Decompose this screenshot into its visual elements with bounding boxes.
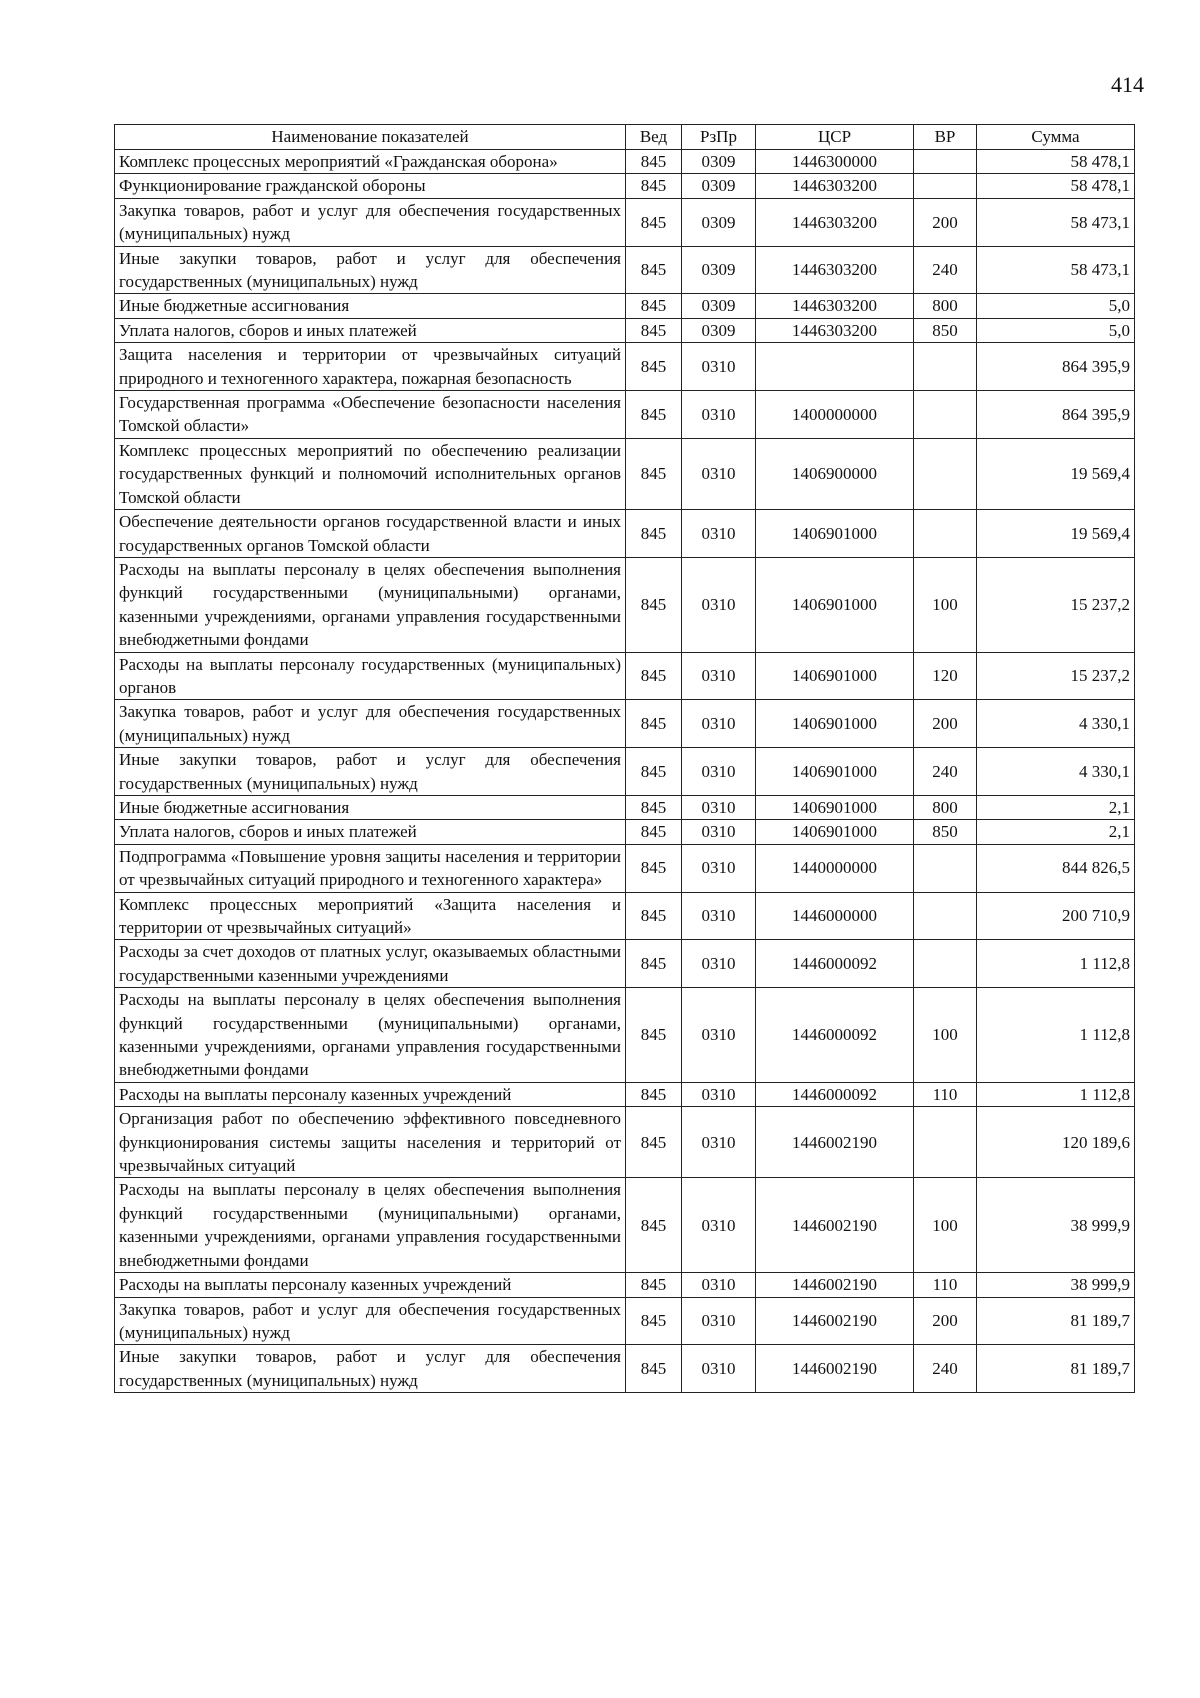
- cell-ved: 845: [626, 438, 682, 509]
- cell-sum: 5,0: [977, 318, 1135, 342]
- cell-rzpr: 0310: [682, 892, 756, 940]
- table-row: [115, 343, 1135, 391]
- cell-sum: 1 112,8: [977, 940, 1135, 988]
- table-row: [115, 700, 1135, 748]
- cell-rzpr: 0310: [682, 343, 756, 391]
- cell-csr: 1446303200: [756, 294, 914, 318]
- cell-ved: 845: [626, 246, 682, 294]
- cell-name: Комплекс процессных мероприятий «Гражданская оборона»: [115, 150, 626, 174]
- cell-csr: 1406901000: [756, 748, 914, 796]
- cell-sum: 19 569,4: [977, 510, 1135, 558]
- cell-csr: 1446303200: [756, 198, 914, 246]
- cell-csr: 1446000092: [756, 988, 914, 1083]
- cell-sum: 38 999,9: [977, 1273, 1135, 1297]
- cell-ved: 845: [626, 892, 682, 940]
- cell-name: Расходы за счет доходов от платных услуг, оказываемых областными государственными казенными учреждениями: [115, 940, 626, 988]
- cell-ved: 845: [626, 557, 682, 652]
- cell-sum: 58 478,1: [977, 174, 1135, 198]
- cell-csr: 1446002190: [756, 1273, 914, 1297]
- cell-vr: [914, 844, 977, 892]
- cell-csr: 1446303200: [756, 246, 914, 294]
- cell-csr: 1440000000: [756, 844, 914, 892]
- cell-csr: 1446002190: [756, 1107, 914, 1178]
- cell-rzpr: 0309: [682, 198, 756, 246]
- table-row: [115, 1178, 1135, 1273]
- cell-rzpr: 0310: [682, 795, 756, 819]
- table-row: [115, 1273, 1135, 1297]
- cell-vr: [914, 1107, 977, 1178]
- cell-vr: 850: [914, 318, 977, 342]
- cell-sum: 2,1: [977, 820, 1135, 844]
- cell-rzpr: 0310: [682, 1082, 756, 1106]
- cell-vr: 200: [914, 1297, 977, 1345]
- cell-ved: 845: [626, 391, 682, 439]
- cell-name: Организация работ по обеспечению эффективного повседневного функционирования системы защиты населения и территорий от чрезвычайных ситуаций: [115, 1107, 626, 1178]
- cell-vr: 110: [914, 1082, 977, 1106]
- cell-name: Закупка товаров, работ и услуг для обеспечения государственных (муниципальных) нужд: [115, 700, 626, 748]
- cell-ved: 845: [626, 1107, 682, 1178]
- cell-sum: 15 237,2: [977, 557, 1135, 652]
- cell-csr: 1446000092: [756, 1082, 914, 1106]
- cell-vr: 800: [914, 795, 977, 819]
- cell-rzpr: 0309: [682, 174, 756, 198]
- table-row: [115, 174, 1135, 198]
- cell-csr: 1446000092: [756, 940, 914, 988]
- table-body: [115, 150, 1135, 1393]
- cell-sum: 844 826,5: [977, 844, 1135, 892]
- cell-csr: [756, 343, 914, 391]
- cell-name: Обеспечение деятельности органов государственной власти и иных государственных органов Томской области: [115, 510, 626, 558]
- cell-csr: 1406901000: [756, 820, 914, 844]
- cell-vr: [914, 343, 977, 391]
- cell-csr: 1446303200: [756, 318, 914, 342]
- table-header-row: [115, 125, 1135, 150]
- cell-csr: 1446303200: [756, 174, 914, 198]
- cell-sum: 1 112,8: [977, 1082, 1135, 1106]
- table-row: [115, 294, 1135, 318]
- cell-vr: [914, 150, 977, 174]
- table-row: [115, 892, 1135, 940]
- cell-name: Расходы на выплаты персоналу в целях обеспечения выполнения функций государственными (муниципальными) органами, казенными учреждениями, органами управления государственными внебюджетными фондами: [115, 988, 626, 1083]
- header-sum: Сумма: [977, 125, 1135, 150]
- header-name: Наименование показателей: [115, 125, 626, 150]
- cell-rzpr: 0310: [682, 844, 756, 892]
- cell-vr: [914, 438, 977, 509]
- cell-sum: 81 189,7: [977, 1345, 1135, 1393]
- cell-rzpr: 0310: [682, 1297, 756, 1345]
- cell-name: Иные бюджетные ассигнования: [115, 795, 626, 819]
- cell-name: Комплекс процессных мероприятий по обеспечению реализации государственных функций и полномочий исполнительных органов Томской области: [115, 438, 626, 509]
- cell-sum: 58 473,1: [977, 198, 1135, 246]
- cell-csr: 1400000000: [756, 391, 914, 439]
- cell-rzpr: 0310: [682, 510, 756, 558]
- cell-rzpr: 0310: [682, 700, 756, 748]
- cell-csr: 1446002190: [756, 1297, 914, 1345]
- cell-ved: 845: [626, 1082, 682, 1106]
- cell-vr: 200: [914, 700, 977, 748]
- table-row: [115, 940, 1135, 988]
- cell-ved: 845: [626, 198, 682, 246]
- cell-csr: 1446002190: [756, 1345, 914, 1393]
- table-row: [115, 510, 1135, 558]
- cell-ved: 845: [626, 988, 682, 1083]
- cell-vr: [914, 940, 977, 988]
- table-row: [115, 1107, 1135, 1178]
- cell-ved: 845: [626, 1297, 682, 1345]
- cell-sum: 120 189,6: [977, 1107, 1135, 1178]
- cell-sum: 19 569,4: [977, 438, 1135, 509]
- cell-ved: 845: [626, 820, 682, 844]
- cell-ved: 845: [626, 795, 682, 819]
- cell-name: Расходы на выплаты персоналу в целях обеспечения выполнения функций государственными (муниципальными) органами, казенными учреждениями, органами управления государственными внебюджетными фондами: [115, 557, 626, 652]
- cell-name: Закупка товаров, работ и услуг для обеспечения государственных (муниципальных) нужд: [115, 1297, 626, 1345]
- cell-csr: 1446002190: [756, 1178, 914, 1273]
- cell-csr: 1446300000: [756, 150, 914, 174]
- cell-csr: 1446000000: [756, 892, 914, 940]
- cell-name: Расходы на выплаты персоналу казенных учреждений: [115, 1273, 626, 1297]
- cell-name: Подпрограмма «Повышение уровня защиты населения и территории от чрезвычайных ситуаций природного и техногенного характера»: [115, 844, 626, 892]
- header-rzpr: РзПр: [682, 125, 756, 150]
- cell-name: Расходы на выплаты персоналу государственных (муниципальных) органов: [115, 652, 626, 700]
- cell-ved: 845: [626, 294, 682, 318]
- cell-sum: 4 330,1: [977, 748, 1135, 796]
- cell-csr: 1406901000: [756, 795, 914, 819]
- cell-sum: 200 710,9: [977, 892, 1135, 940]
- cell-sum: 15 237,2: [977, 652, 1135, 700]
- cell-ved: 845: [626, 700, 682, 748]
- cell-vr: 110: [914, 1273, 977, 1297]
- cell-csr: 1406901000: [756, 652, 914, 700]
- cell-ved: 845: [626, 748, 682, 796]
- cell-sum: 4 330,1: [977, 700, 1135, 748]
- table-row: [115, 844, 1135, 892]
- cell-vr: 240: [914, 748, 977, 796]
- table-row: [115, 391, 1135, 439]
- table-row: [115, 246, 1135, 294]
- table-row: [115, 438, 1135, 509]
- cell-name: Уплата налогов, сборов и иных платежей: [115, 820, 626, 844]
- cell-name: Иные бюджетные ассигнования: [115, 294, 626, 318]
- cell-rzpr: 0310: [682, 940, 756, 988]
- cell-rzpr: 0309: [682, 318, 756, 342]
- cell-name: Государственная программа «Обеспечение безопасности населения Томской области»: [115, 391, 626, 439]
- cell-sum: 81 189,7: [977, 1297, 1135, 1345]
- table-row: [115, 150, 1135, 174]
- cell-rzpr: 0310: [682, 557, 756, 652]
- cell-rzpr: 0309: [682, 294, 756, 318]
- cell-ved: 845: [626, 343, 682, 391]
- cell-rzpr: 0310: [682, 391, 756, 439]
- cell-sum: 864 395,9: [977, 343, 1135, 391]
- budget-table: [114, 124, 1135, 1393]
- cell-name: Иные закупки товаров, работ и услуг для обеспечения государственных (муниципальных) нужд: [115, 246, 626, 294]
- cell-ved: 845: [626, 1273, 682, 1297]
- table-row: [115, 1082, 1135, 1106]
- cell-vr: 240: [914, 1345, 977, 1393]
- cell-csr: 1406901000: [756, 700, 914, 748]
- cell-vr: 240: [914, 246, 977, 294]
- cell-vr: 800: [914, 294, 977, 318]
- cell-rzpr: 0310: [682, 438, 756, 509]
- cell-rzpr: 0310: [682, 1107, 756, 1178]
- cell-rzpr: 0310: [682, 748, 756, 796]
- cell-ved: 845: [626, 150, 682, 174]
- cell-name: Иные закупки товаров, работ и услуг для обеспечения государственных (муниципальных) нужд: [115, 1345, 626, 1393]
- cell-name: Иные закупки товаров, работ и услуг для обеспечения государственных (муниципальных) нужд: [115, 748, 626, 796]
- cell-ved: 845: [626, 844, 682, 892]
- header-ved: Вед: [626, 125, 682, 150]
- cell-ved: 845: [626, 1345, 682, 1393]
- cell-csr: 1406901000: [756, 510, 914, 558]
- cell-rzpr: 0310: [682, 1273, 756, 1297]
- cell-ved: 845: [626, 652, 682, 700]
- header-csr: ЦСР: [756, 125, 914, 150]
- cell-vr: [914, 174, 977, 198]
- cell-rzpr: 0310: [682, 820, 756, 844]
- cell-sum: 38 999,9: [977, 1178, 1135, 1273]
- cell-sum: 58 478,1: [977, 150, 1135, 174]
- cell-vr: [914, 391, 977, 439]
- cell-sum: 1 112,8: [977, 988, 1135, 1083]
- cell-ved: 845: [626, 318, 682, 342]
- cell-vr: 100: [914, 1178, 977, 1273]
- table-row: [115, 820, 1135, 844]
- cell-rzpr: 0310: [682, 1178, 756, 1273]
- cell-name: Уплата налогов, сборов и иных платежей: [115, 318, 626, 342]
- cell-sum: 5,0: [977, 294, 1135, 318]
- cell-rzpr: 0310: [682, 988, 756, 1083]
- table-row: [115, 748, 1135, 796]
- cell-name: Расходы на выплаты персоналу в целях обеспечения выполнения функций государственными (муниципальными) органами, казенными учреждениями, органами управления государственными внебюджетными фондами: [115, 1178, 626, 1273]
- table-row: [115, 318, 1135, 342]
- page-number: 414: [1111, 72, 1144, 97]
- cell-vr: 100: [914, 988, 977, 1083]
- table-row: [115, 795, 1135, 819]
- table-row: [115, 198, 1135, 246]
- cell-name: Функционирование гражданской обороны: [115, 174, 626, 198]
- cell-vr: 200: [914, 198, 977, 246]
- cell-vr: [914, 892, 977, 940]
- cell-sum: 2,1: [977, 795, 1135, 819]
- cell-vr: 100: [914, 557, 977, 652]
- cell-sum: 864 395,9: [977, 391, 1135, 439]
- cell-name: Защита населения и территории от чрезвычайных ситуаций природного и техногенного характера, пожарная безопасность: [115, 343, 626, 391]
- cell-name: Закупка товаров, работ и услуг для обеспечения государственных (муниципальных) нужд: [115, 198, 626, 246]
- cell-sum: 58 473,1: [977, 246, 1135, 294]
- cell-rzpr: 0310: [682, 1345, 756, 1393]
- cell-vr: [914, 510, 977, 558]
- cell-ved: 845: [626, 174, 682, 198]
- cell-rzpr: 0309: [682, 246, 756, 294]
- cell-rzpr: 0309: [682, 150, 756, 174]
- table-row: [115, 557, 1135, 652]
- cell-vr: 120: [914, 652, 977, 700]
- cell-vr: 850: [914, 820, 977, 844]
- cell-rzpr: 0310: [682, 652, 756, 700]
- cell-name: Комплекс процессных мероприятий «Защита населения и территории от чрезвычайных ситуаций»: [115, 892, 626, 940]
- cell-csr: 1406900000: [756, 438, 914, 509]
- header-vr: ВР: [914, 125, 977, 150]
- table-row: [115, 652, 1135, 700]
- table-row: [115, 988, 1135, 1083]
- cell-name: Расходы на выплаты персоналу казенных учреждений: [115, 1082, 626, 1106]
- cell-ved: 845: [626, 940, 682, 988]
- table-row: [115, 1345, 1135, 1393]
- table-row: [115, 1297, 1135, 1345]
- cell-ved: 845: [626, 510, 682, 558]
- cell-csr: 1406901000: [756, 557, 914, 652]
- cell-ved: 845: [626, 1178, 682, 1273]
